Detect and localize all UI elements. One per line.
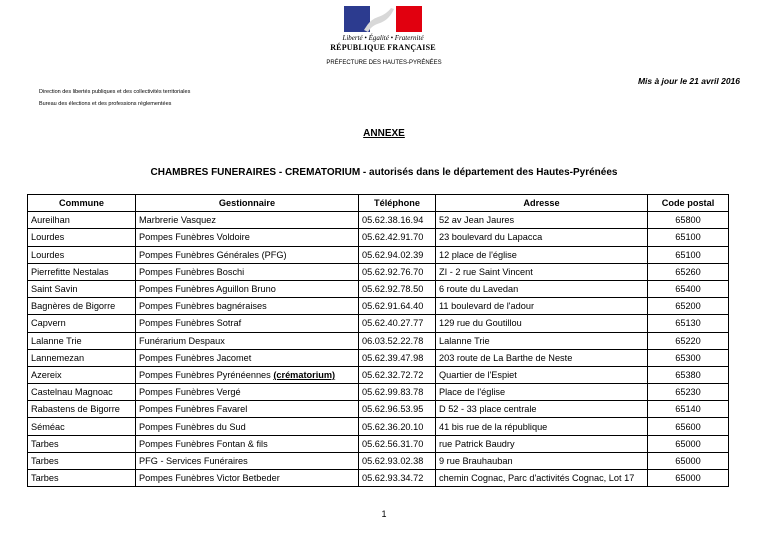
cell-telephone: 05.62.93.02.38 (359, 452, 436, 469)
cell-telephone: 05.62.32.72.72 (359, 366, 436, 383)
cell-telephone: 05.62.91.64.40 (359, 298, 436, 315)
cell-commune: Lannemezan (28, 349, 136, 366)
cell-adresse: 52 av Jean Jaures (436, 212, 648, 229)
prefecture-name: PRÉFECTURE DES HAUTES-PYRÉNÉES (326, 60, 442, 66)
table-row (28, 315, 729, 332)
cell-adresse: 129 rue du Goutillou (436, 315, 648, 332)
cell-adresse: 6 route du Lavedan (436, 280, 648, 297)
cell-adresse: 23 boulevard du Lapacca (436, 229, 648, 246)
cell-adresse: 203 route de La Barthe de Neste (436, 349, 648, 366)
cell-commune: Bagnères de Bigorre (28, 298, 136, 315)
table-row (28, 212, 729, 229)
cell-adresse: rue Patrick Baudry (436, 435, 648, 452)
cell-gestionnaire: Pompes Funèbres Fontan & fils (136, 435, 359, 452)
cell-adresse: 41 bis rue de la république (436, 418, 648, 435)
table-row (28, 263, 729, 280)
cell-code-postal: 65400 (648, 280, 729, 297)
cell-adresse: Lalanne Trie (436, 332, 648, 349)
cell-adresse: chemin Cognac, Parc d'activités Cognac, Lot 17 (436, 470, 648, 487)
cell-code-postal: 65000 (648, 452, 729, 469)
column-header-commune: Commune (28, 195, 136, 212)
cell-adresse: 9 rue Brauhauban (436, 452, 648, 469)
cell-telephone: 05.62.92.76.70 (359, 263, 436, 280)
cell-code-postal: 65230 (648, 384, 729, 401)
cell-telephone: 05.62.96.53.95 (359, 401, 436, 418)
cell-code-postal: 65140 (648, 401, 729, 418)
cell-gestionnaire (136, 366, 359, 383)
cell-commune: Lourdes (28, 246, 136, 263)
cell-gestionnaire: Pompes Funèbres Voldoire (136, 229, 359, 246)
table-row (28, 418, 729, 435)
cell-code-postal: 65800 (648, 212, 729, 229)
cell-gestionnaire: Pompes Funèbres Vergé (136, 384, 359, 401)
cell-telephone: 05.62.42.91.70 (359, 229, 436, 246)
cell-code-postal: 65000 (648, 435, 729, 452)
republic-title: RÉPUBLIQUE FRANÇAISE (330, 43, 436, 52)
cell-commune: Lourdes (28, 229, 136, 246)
bureau-label: Bureau des élections et des professions réglementées (39, 101, 172, 107)
table-row (28, 229, 729, 246)
cell-telephone: 05.62.36.20.10 (359, 418, 436, 435)
cell-code-postal: 65200 (648, 298, 729, 315)
cell-code-postal: 65600 (648, 418, 729, 435)
cell-gestionnaire: Pompes Funèbres Victor Betbeder (136, 470, 359, 487)
cell-gestionnaire: PFG - Services Funéraires (136, 452, 359, 469)
cell-gestionnaire: Pompes Funèbres Aguillon Bruno (136, 280, 359, 297)
cell-commune: Aureilhan (28, 212, 136, 229)
cell-code-postal: 65260 (648, 263, 729, 280)
page-number: 1 (381, 509, 387, 519)
cell-adresse: ZI - 2 rue Saint Vincent (436, 263, 648, 280)
crematorium-note: (crématorium) (273, 369, 336, 380)
table-row (28, 349, 729, 366)
cell-commune: Tarbes (28, 470, 136, 487)
cell-commune: Rabastens de Bigorre (28, 401, 136, 418)
column-header-gestionnaire: Gestionnaire (136, 195, 359, 212)
cell-commune: Lalanne Trie (28, 332, 136, 349)
table-row (28, 366, 729, 383)
cell-telephone: 05.62.56.31.70 (359, 435, 436, 452)
cell-gestionnaire: Pompes Funèbres Générales (PFG) (136, 246, 359, 263)
funeral-chambers-table (27, 194, 729, 487)
cell-commune: Tarbes (28, 435, 136, 452)
cell-gestionnaire: Pompes Funèbres Boschi (136, 263, 359, 280)
cell-gestionnaire: Funérarium Despaux (136, 332, 359, 349)
cell-adresse: 12 place de l'église (436, 246, 648, 263)
cell-telephone: 05.62.38.16.94 (359, 212, 436, 229)
cell-telephone: 05.62.40.27.77 (359, 315, 436, 332)
column-header-adresse: Adresse (436, 195, 648, 212)
gestionnaire-name: Pompes Funèbres Pyrénéennes (139, 369, 271, 380)
cell-code-postal: 65100 (648, 246, 729, 263)
cell-gestionnaire: Pompes Funèbres bagnéraises (136, 298, 359, 315)
cell-telephone: 06.03.52.22.78 (359, 332, 436, 349)
cell-adresse: 11 boulevard de l'adour (436, 298, 648, 315)
table-row (28, 332, 729, 349)
cell-commune: Pierrefitte Nestalas (28, 263, 136, 280)
annexe-title: ANNEXE (363, 128, 405, 139)
cell-commune: Azereix (28, 366, 136, 383)
motto: Liberté • Égalité • Fraternité (342, 34, 424, 42)
cell-code-postal: 65220 (648, 332, 729, 349)
updated-date: Mis à jour le 21 avril 2016 (637, 76, 740, 86)
cell-gestionnaire: Pompes Funèbres du Sud (136, 418, 359, 435)
cell-telephone: 05.62.99.83.78 (359, 384, 436, 401)
cell-adresse: Place de l'église (436, 384, 648, 401)
cell-code-postal: 65130 (648, 315, 729, 332)
table-row (28, 384, 729, 401)
cell-telephone: 05.62.93.34.72 (359, 470, 436, 487)
table-header-row (28, 195, 729, 212)
cell-commune: Castelnau Magnoac (28, 384, 136, 401)
direction-label: Direction des libertés publiques et des collectivités territoriales (39, 89, 191, 95)
cell-code-postal: 65000 (648, 470, 729, 487)
republique-francaise-logo (344, 6, 422, 32)
cell-commune: Tarbes (28, 452, 136, 469)
cell-gestionnaire: Marbrerie Vasquez (136, 212, 359, 229)
table-row (28, 298, 729, 315)
cell-code-postal: 65300 (648, 349, 729, 366)
document-title: CHAMBRES FUNERAIRES - CREMATORIUM - autorisés dans le département des Hautes-Pyrénées (150, 167, 618, 178)
table-row (28, 246, 729, 263)
cell-commune: Capvern (28, 315, 136, 332)
cell-adresse: Quartier de l'Espiet (436, 366, 648, 383)
table-row (28, 470, 729, 487)
cell-gestionnaire: Pompes Funèbres Jacomet (136, 349, 359, 366)
cell-telephone: 05.62.92.78.50 (359, 280, 436, 297)
cell-telephone: 05.62.39.47.98 (359, 349, 436, 366)
cell-commune: Séméac (28, 418, 136, 435)
column-header-telephone: Téléphone (359, 195, 436, 212)
table-row (28, 280, 729, 297)
table-row (28, 435, 729, 452)
cell-gestionnaire: Pompes Funèbres Sotraf (136, 315, 359, 332)
cell-commune: Saint Savin (28, 280, 136, 297)
table-row (28, 401, 729, 418)
cell-code-postal: 65100 (648, 229, 729, 246)
column-header-code-postal: Code postal (648, 195, 729, 212)
table-row (28, 452, 729, 469)
cell-code-postal: 65380 (648, 366, 729, 383)
cell-adresse: D 52 - 33 place centrale (436, 401, 648, 418)
cell-telephone: 05.62.94.02.39 (359, 246, 436, 263)
cell-gestionnaire: Pompes Funèbres Favarel (136, 401, 359, 418)
